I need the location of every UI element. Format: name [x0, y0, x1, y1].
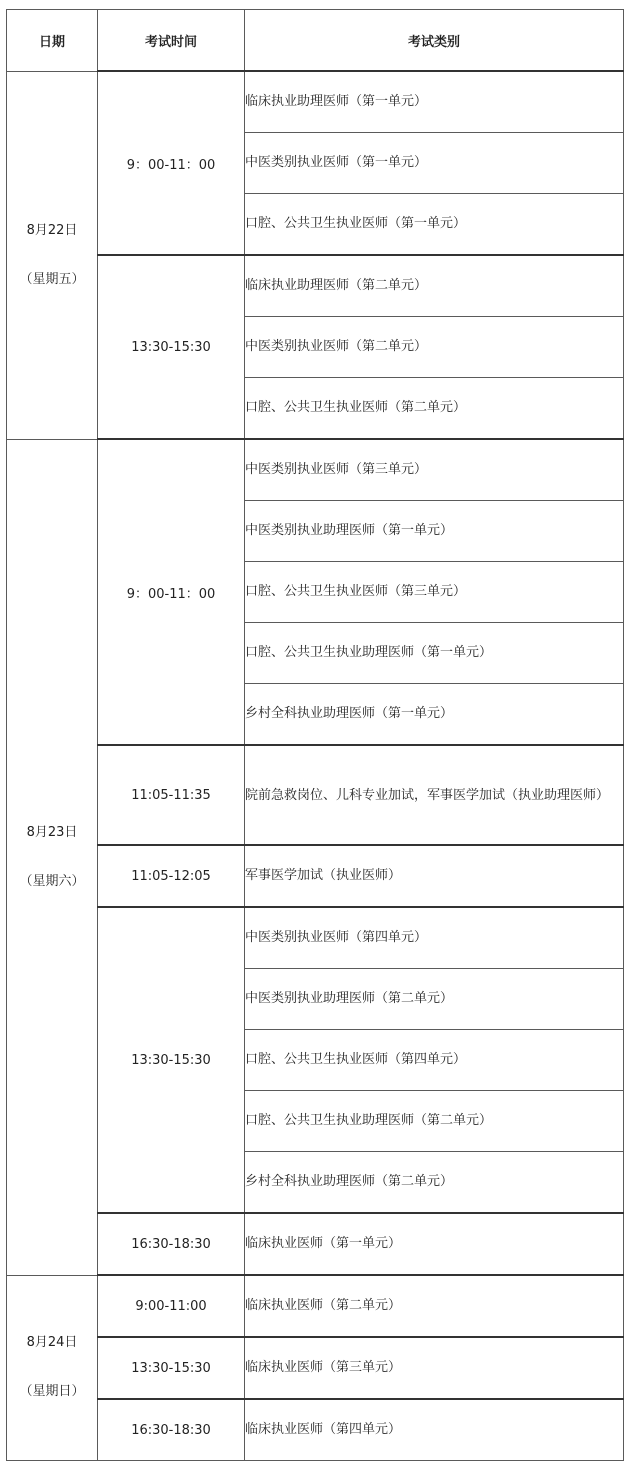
time-cell: 9:00-11:00: [98, 1275, 245, 1337]
category-cell: 中医类别执业医师（第一单元）: [245, 133, 624, 194]
category-cell: 乡村全科执业助理医师（第一单元）: [245, 684, 624, 746]
time-cell: 13:30-15:30: [98, 255, 245, 439]
time-cell: 13:30-15:30: [98, 907, 245, 1213]
category-cell: 中医类别执业助理医师（第一单元）: [245, 501, 624, 562]
category-cell: 临床执业助理医师（第一单元）: [245, 71, 624, 133]
table-row: [7, 1213, 624, 1275]
category-cell: 口腔、公共卫生执业助理医师（第一单元）: [245, 623, 624, 684]
weekday-text: （星期五）: [19, 271, 85, 287]
weekday-text: （星期六）: [19, 873, 85, 889]
time-cell: 16:30-18:30: [98, 1399, 245, 1461]
time-cell: 13:30-15:30: [98, 1337, 245, 1399]
table-row: [7, 745, 624, 845]
table-row: [7, 845, 624, 907]
category-cell: 口腔、公共卫生执业医师（第二单元）: [245, 378, 624, 440]
table-row: [7, 1399, 624, 1461]
schedule-body: [7, 71, 624, 1461]
category-cell: 乡村全科执业助理医师（第二单元）: [245, 1152, 624, 1214]
category-cell: 口腔、公共卫生执业助理医师（第二单元）: [245, 1091, 624, 1152]
header-row: [7, 10, 624, 72]
category-cell: 中医类别执业医师（第四单元）: [245, 907, 624, 969]
table-row: [7, 1275, 624, 1337]
category-cell: 中医类别执业医师（第二单元）: [245, 317, 624, 378]
category-cell: 临床执业医师（第四单元）: [245, 1399, 624, 1461]
header-time: 考试时间: [98, 10, 245, 72]
date-text: 8月22日: [26, 222, 78, 238]
time-cell: 16:30-18:30: [98, 1213, 245, 1275]
category-cell: 院前急救岗位、儿科专业加试，军事医学加试（执业助理医师）: [245, 745, 624, 845]
category-cell: 中医类别执业医师（第三单元）: [245, 439, 624, 501]
category-cell: 中医类别执业助理医师（第二单元）: [245, 969, 624, 1030]
date-cell: [7, 71, 98, 439]
table-row: [7, 439, 624, 501]
category-cell: 口腔、公共卫生执业医师（第四单元）: [245, 1030, 624, 1091]
category-cell: 临床执业助理医师（第二单元）: [245, 255, 624, 317]
time-cell: 11:05-11:35: [98, 745, 245, 845]
time-cell: 11:05-12:05: [98, 845, 245, 907]
category-cell: 临床执业医师（第三单元）: [245, 1337, 624, 1399]
time-cell: 9：00-11：00: [98, 71, 245, 255]
time-cell: 9：00-11：00: [98, 439, 245, 745]
date-text: 8月23日: [26, 824, 78, 840]
date-cell: [7, 1275, 98, 1461]
category-cell: 口腔、公共卫生执业医师（第三单元）: [245, 562, 624, 623]
category-cell: 军事医学加试（执业医师）: [245, 845, 624, 907]
exam-schedule-table: [6, 9, 624, 1461]
category-cell: 临床执业医师（第一单元）: [245, 1213, 624, 1275]
header-date: 日期: [7, 10, 98, 72]
table-row: [7, 907, 624, 969]
date-cell: [7, 439, 98, 1275]
category-cell: 口腔、公共卫生执业医师（第一单元）: [245, 194, 624, 256]
table-row: [7, 71, 624, 133]
date-text: 8月24日: [26, 1335, 78, 1351]
category-cell: 临床执业医师（第二单元）: [245, 1275, 624, 1337]
header-category: 考试类别: [245, 10, 624, 72]
table-row: [7, 255, 624, 317]
table-row: [7, 1337, 624, 1399]
weekday-text: （星期日）: [19, 1384, 85, 1400]
